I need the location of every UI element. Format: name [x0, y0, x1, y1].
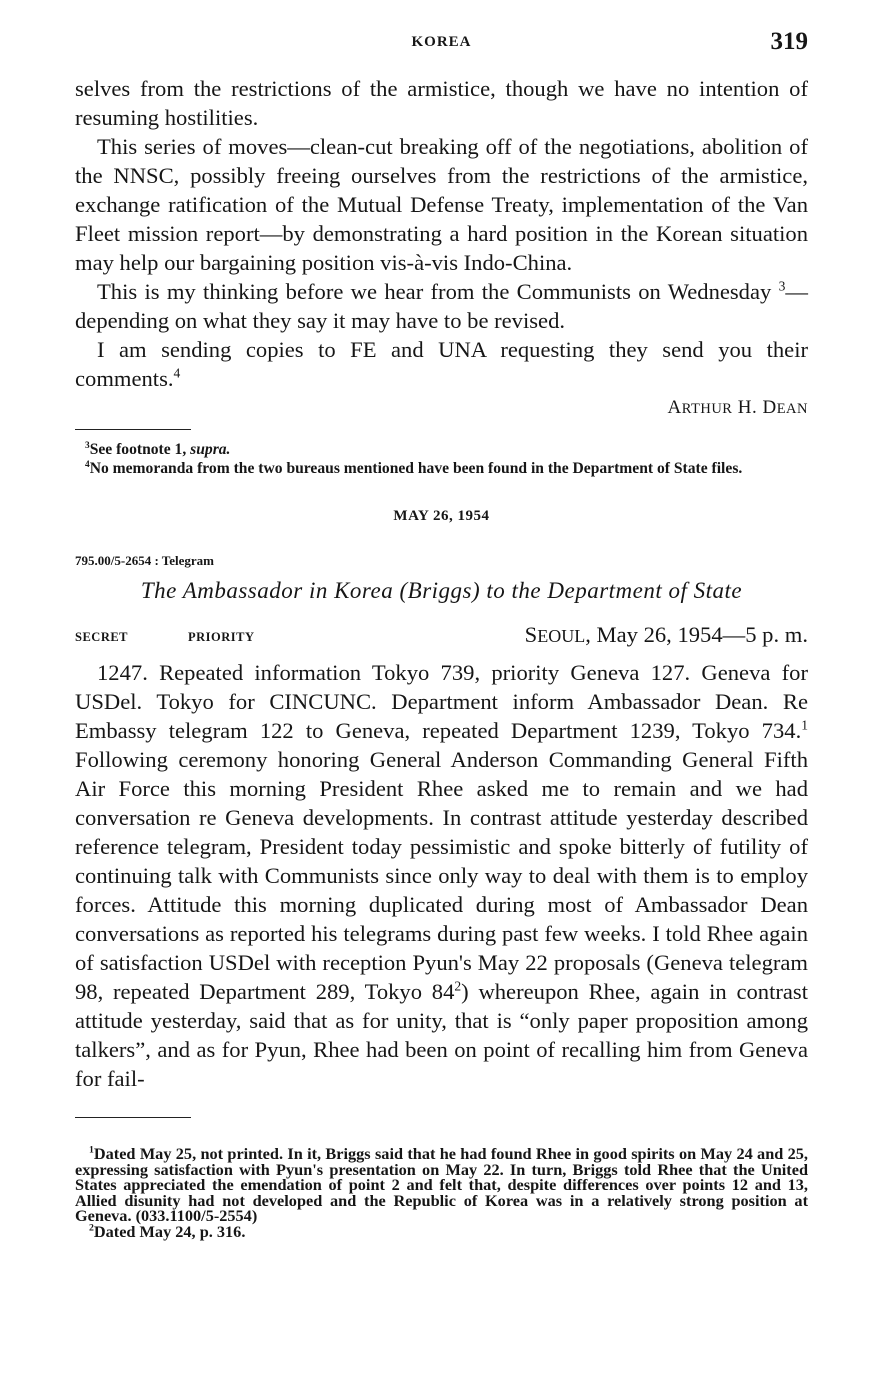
letter-body	[75, 74, 808, 393]
footnotes-top	[75, 440, 808, 478]
dateline	[525, 622, 808, 648]
footnote	[75, 440, 808, 459]
file-number: 795.00/5-2654 : Telegram	[75, 553, 215, 568]
footnote-italic: supra.	[190, 441, 231, 458]
precedence: PRIORITY	[188, 630, 255, 644]
footnote-text: See footnote 1,	[89, 441, 191, 458]
dateline-initial: S	[524, 622, 538, 647]
paragraph: selves from the restrictions of the armistice, though we have no intention of resuming hostilities.	[75, 76, 808, 130]
page-header	[75, 28, 808, 62]
text-run: —depending on what they say it may have to be revised.	[75, 279, 808, 333]
signature-smallcaps: EAN	[776, 401, 808, 417]
document-title: The Ambassador in Korea (Briggs) to the Department of State	[140, 578, 743, 603]
footnote-ref: 4	[173, 365, 181, 381]
date-heading: MAY 26, 1954	[393, 508, 490, 524]
dateline-text: , May 26, 1954—5 p. m.	[585, 622, 808, 647]
signature-smallcaps: RTHUR	[681, 401, 733, 417]
text-run: I am sending copies to FE and UNA requesting they send you their comments.	[75, 337, 808, 391]
text-run: Following ceremony honoring General Anderson Commanding General Fifth Air Force this morning President Rhee asked me to remain and we had conversation re Geneva developments. In contrast attitude yesterday described reference telegram, President today pessimistic and spoke bitterly of futility of continuing talk with Communists since only way to deal with them is to employ forces. Attitude this morning duplicated during most of Ambassador Dean conversations as reported his telegrams during past few weeks. I told Rhee again of satisfaction USDel with reception Pyun's May 22 proposals (Geneva telegram 98, repeated Department 289, Tokyo 84	[75, 747, 808, 1004]
signature	[75, 397, 808, 419]
footnote-ref: 2	[454, 978, 462, 994]
footnote-marker: 4	[85, 459, 90, 470]
signature-initial: A	[667, 397, 682, 418]
footnotes-bottom	[75, 1146, 808, 1240]
footnote-rule	[75, 1117, 191, 1118]
footnote-ref: 3	[778, 278, 786, 294]
footnote-ref: 1	[801, 717, 808, 733]
paragraph	[75, 658, 808, 1093]
text-run: ) whereupon Rhee, again in contrast attitude yesterday, said that as for unity, that is “only paper proposition among talkers”, and as for Pyun, Rhee had been on point of recalling him from Geneva for fail-	[75, 979, 808, 1091]
footnote-text: Dated May 24, p. 316.	[93, 1221, 246, 1241]
dateline-smallcaps: EOUL	[537, 626, 586, 646]
classification: SECRET	[75, 630, 129, 644]
footnote	[75, 459, 808, 478]
document-page	[75, 28, 808, 1240]
text-run: 1247. Repeated information Tokyo 739, priority Geneva 127. Geneva for USDel. Tokyo for CINCUNC. Department inform Ambassador Dean. Re Embassy telegram 122 to Geneva, repeated Department 1239, Tokyo 734.	[75, 660, 808, 743]
signature-initial: D	[762, 397, 777, 418]
footnote-marker: 3	[85, 440, 90, 451]
running-head: KOREA	[411, 34, 472, 50]
classification-line	[75, 622, 808, 652]
footnote-marker: 2	[89, 1222, 94, 1234]
footnote-text: No memoranda from the two bureaus mentioned have been found in the Department of State files.	[89, 460, 743, 477]
page-number: 319	[770, 28, 808, 55]
paragraph: This series of moves—clean-cut breaking off of the negotiations, abolition of the NNSC, possibly freeing ourselves from the restrictions of the armistice, exchange ratification of the Mutual Defense Treaty, implementation of the Van Fleet mission report—by demonstrating a hard position in the Korean situation may help our bargaining position vis-à-vis Indo-China.	[75, 134, 808, 275]
paragraph	[75, 335, 808, 393]
telegram-body	[75, 658, 808, 1093]
signature-middle: H.	[732, 397, 763, 418]
footnote	[75, 1146, 808, 1224]
footnote-marker: 1	[89, 1144, 94, 1156]
footnote	[75, 1221, 808, 1241]
footnote-text: Dated May 25, not printed. In it, Briggs said that he had found Rhee in good spirits on May 24 and 25, expressing satisfaction with Pyun's presentation on May 22. In turn, Briggs told Rhee that the United States appreciated the emendation of point 2 and felt that, despite differences over points 12 and 13, Allied disunity had not developed and the Republic of Korea was in a relatively strong position at Geneva. (033.1100/5-2554)	[75, 1144, 808, 1226]
paragraph	[75, 277, 808, 335]
footnote-rule	[75, 429, 191, 430]
text-run: This is my thinking before we hear from the Communists on Wednesday	[97, 279, 779, 304]
